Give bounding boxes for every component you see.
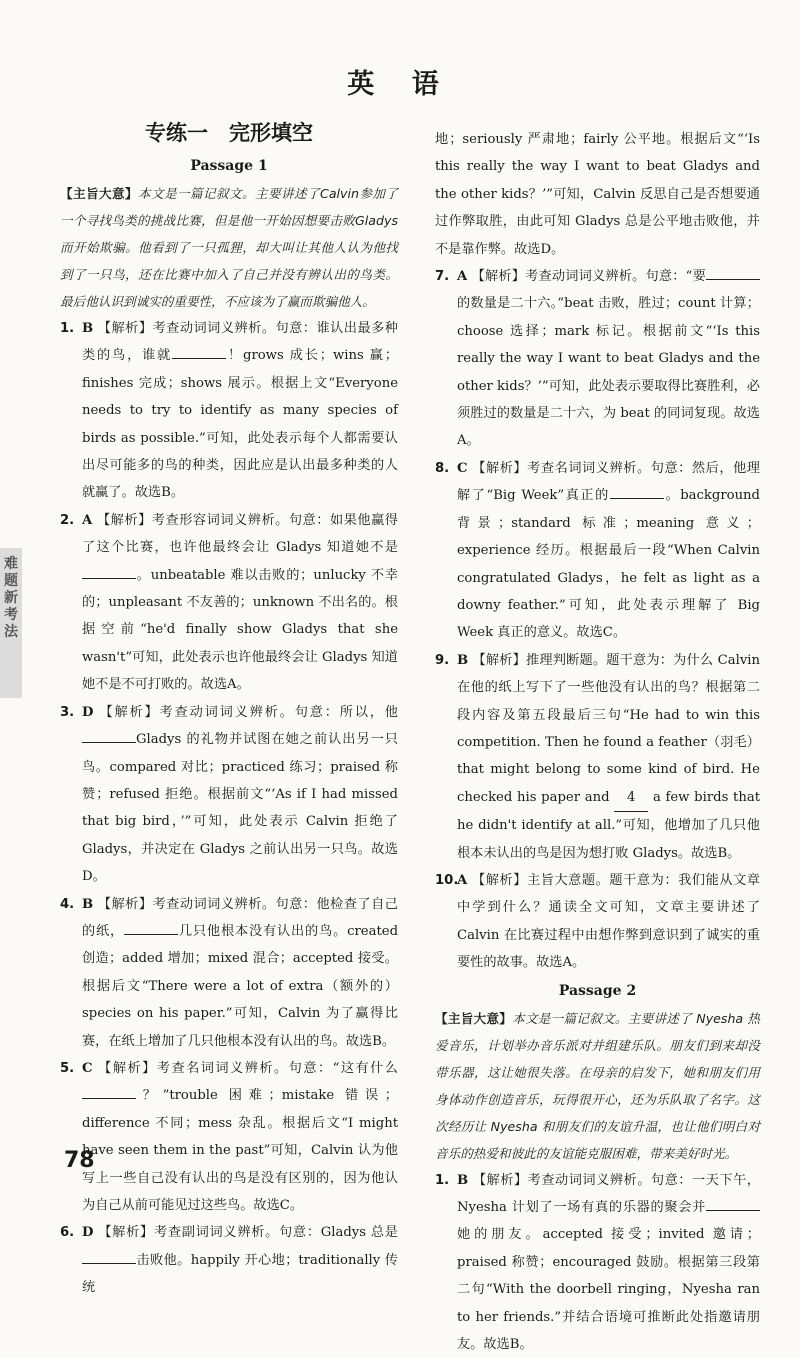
item-text: 【解析】考查动词词义辨析。句意：一天下午，Nyesha 计划了一场有真的乐器的聚会并 (457, 1172, 760, 1215)
fill-blank (706, 267, 760, 280)
fill-blank (172, 346, 226, 359)
passage-1-summary (60, 180, 398, 315)
item-text: ！grows 成长；wins 赢；finishes 完成；shows 展示。根据上文“Everyone needs to try to identify as many species of birds as possible.”可知，此处表示每个人都需要认出尽可能多的鸟的种类，因此应是认出最多种类的人就赢了。故选B。 (82, 348, 398, 501)
item-answer: C (82, 1060, 93, 1076)
item-number: 9. (435, 652, 450, 668)
answer-item (60, 507, 398, 699)
item-text: 她的朋友。accepted 接受；invited 邀请；praised 称赞；encouraged 鼓励。根据第三段第二句“With the doorbell ringing，Nyesha ran to her friends.”并结合语境可推断此处指邀请朋友。故选B。 (457, 1227, 760, 1353)
item-text: 【解析】考查动词词义辨析。句意：“要 (471, 269, 706, 285)
item-text: 【解析】考查动词词义辨析。句意：所以，他 (99, 704, 398, 720)
item-number: 3. (60, 704, 75, 720)
item-text: 。background 背景；standard 标准；meaning 意义；experience 经历。根据最后一段“When Calvin congratulated Gladys，he felt as light as a downy feather.”可知，此处表示理解了 Big Week 真正的意义。故选C。 (457, 488, 760, 641)
item-answer: B (82, 321, 94, 336)
item-answer: B (457, 652, 469, 668)
item-text: Gladys 的礼物并试图在她之前认出另一只鸟。compared 对比；practiced 练习；praised 称赞；refused 拒绝。根据前文“‘As if I had missed that big bird，’”可知，此处表示 Calvin 拒绝了 Gladys，并决定在 Gladys 之前认出另一只鸟。故选D。 (82, 732, 398, 885)
passage-2-label: Passage 2 (558, 982, 637, 999)
passage-1-label: Passage 1 (190, 158, 268, 174)
fill-blank (82, 1251, 136, 1264)
item-text: 【解析】考查副词词义辨析。句意：Gladys 总是 (98, 1225, 398, 1241)
right-column (435, 126, 760, 1358)
summary-tag: 【主旨大意】 (60, 186, 139, 201)
item-text: 【解析】推理判断题。题干意为：为什么 Calvin 在他的纸上写下了一些他没有认出的鸟？根据第二段内容及第五段最后三句“He had to win this competition. Then he found a feather（羽毛）that might belong to some kind of bird. He checked his paper and (457, 652, 760, 805)
item-answer: C (457, 460, 468, 476)
item-answer: B (82, 896, 94, 912)
item-number: 7. (435, 269, 450, 285)
item-text: 几只他根本没有认出的鸟。created 创造；added 增加；mixed 混合；accepted 接受。根据后文“There were a lot of extra（额外的）species on his paper.”可知，Calvin 为了赢得比赛，在纸上增加了几只他根本没有认出的鸟。故选B。 (82, 923, 399, 1049)
item-text: 的数量是二十六。”beat 击败，胜过；count 计算；choose 选择；mark 标记。根据前文“‘Is this really the way I want to beat Gladys and the other kids？’”可知，此处表示要取得比赛胜利，必须胜过的数量是二十六，为 beat 的同词复现。故选A。 (457, 296, 760, 449)
item-answer: D (82, 704, 94, 720)
answer-item (60, 891, 398, 1055)
fill-blank (82, 730, 136, 743)
item-text: 【解析】考查名词词义辨析。句意：然后，他理解了“Big Week”真正的 (457, 460, 760, 504)
fill-blank (610, 486, 664, 499)
item-number: 5. (60, 1060, 75, 1076)
item-answer: D (82, 1225, 94, 1241)
answer-item (60, 699, 398, 891)
summary-tag: 【主旨大意】 (435, 1010, 513, 1026)
answer-item (60, 1219, 398, 1301)
summary-text: 本文是一篇记叙文。主要讲述了 Nyesha 热爱音乐，计划举办音乐派对并组建乐队。朋友们到来却没带乐器，这让她很失落。在母亲的启发下，她和朋友们用身体动作创造音乐，玩得很开心，还为乐队取了名字。这次经历让 Nyesha 和朋友们的友谊升温，也让他们明白对音乐的热爱和彼此的友谊能克服困难，带来美好时光。 (435, 1010, 761, 1161)
item-answer: A (82, 512, 93, 528)
item-text: 【解析】考查形容词词义辨析。句意：如果他赢得了这个比赛，也许他最终会让 Gladys 知道她不是 (82, 512, 398, 556)
item-answer: A (457, 872, 468, 888)
answer-item (60, 1055, 398, 1219)
item-answer: B (457, 1172, 469, 1188)
item-number: 8. (435, 460, 450, 476)
item-text: a few birds that he didn't identify at all.”可知，他增加了几只他根本未认出的鸟是因为想打败 Gladys。故选B。 (457, 789, 760, 861)
item-text: ？”trouble 困难；mistake 错误；difference 不同；mess 杂乱。根据后文“I might have seen them in the past”可知，Calvin 认为他写上一些自己没有认出的鸟是没有区别的，因为他认为自己从前可能见过这些鸟。故选C。 (82, 1088, 398, 1213)
item-text: 【解析】考查动词词义辨析。句意：他检查了自己的纸， (82, 896, 398, 939)
item-text: 。unbeatable 难以击败的；unlucky 不幸的；unpleasant 不友善的；unknown 不出名的。根据空前“he'd finally show Gladys that she wasn't”可知，此处表示也许他最终会让 Gladys 知道她不是不可打败的。故选A。 (82, 567, 398, 693)
answer-item (435, 455, 760, 647)
passage-2-summary (435, 1005, 760, 1167)
section-title: 专练一 完形填空 (145, 121, 313, 145)
summary-text: 本文是一篇记叙文。主要讲述了Calvin参加了一个寻找鸟类的挑战比赛，但是他一开始因想要击败Gladys而开始欺骗。他看到了一只孤狸，却大叫让其他人认为他找到了一只鸟，还在比赛中加入了自己并没有辨认出的鸟类。最后他认识到诚实的重要性，不应该为了赢而欺骗他人。 (60, 186, 398, 309)
item-number: 2. (60, 512, 75, 528)
fill-blank (706, 1198, 760, 1211)
item-answer: A (457, 269, 468, 285)
answer-item (435, 867, 760, 977)
page-number: 78 (64, 1148, 95, 1173)
item-number: 1. (435, 1172, 450, 1188)
item-number: 6. (60, 1225, 75, 1241)
fill-blank (82, 566, 136, 579)
fill-blank (124, 922, 178, 935)
fill-blank (82, 1086, 136, 1099)
answer-item (435, 647, 760, 867)
answer-item (435, 1167, 760, 1358)
blank-text: 4 (627, 789, 636, 805)
item-text: 【解析】考查动词词义辨析。句意：谁认出最多种类的鸟，谁就 (82, 321, 398, 364)
item-number: 10. (435, 872, 459, 888)
side-tab: 难题新考法 (0, 548, 22, 698)
continued-text: 地；seriously 严肃地；fairly 公平地。根据后文“‘Is this really the way I want to beat Gladys and the other kids？’”可知，Calvin 反思自己是否想要通过作弊取胜，由此可知 Gladys 总是公平地击败他，并不是靠作弊。故选D。 (435, 132, 760, 257)
answer-item (435, 263, 760, 455)
item-text: 【解析】主旨大意题。题干意为：我们能从文章中学到什么？通读全文可知，文章主要讲述了 Calvin 在比赛过程中由想作弊到意识到了诚实的重要性的故事。故选A。 (457, 872, 760, 971)
subject-title: 英 语 (347, 69, 453, 100)
item-text: 击败他。happily 开心地；traditionally 传统 (82, 1252, 398, 1296)
fill-blank (614, 784, 648, 812)
answer-item (60, 315, 398, 507)
item-text: 【解析】考查名词词义辨析。句意：“这有什么 (98, 1060, 398, 1076)
left-column (60, 118, 398, 1302)
item-number: 4. (60, 896, 75, 912)
item-number: 1. (60, 321, 75, 336)
